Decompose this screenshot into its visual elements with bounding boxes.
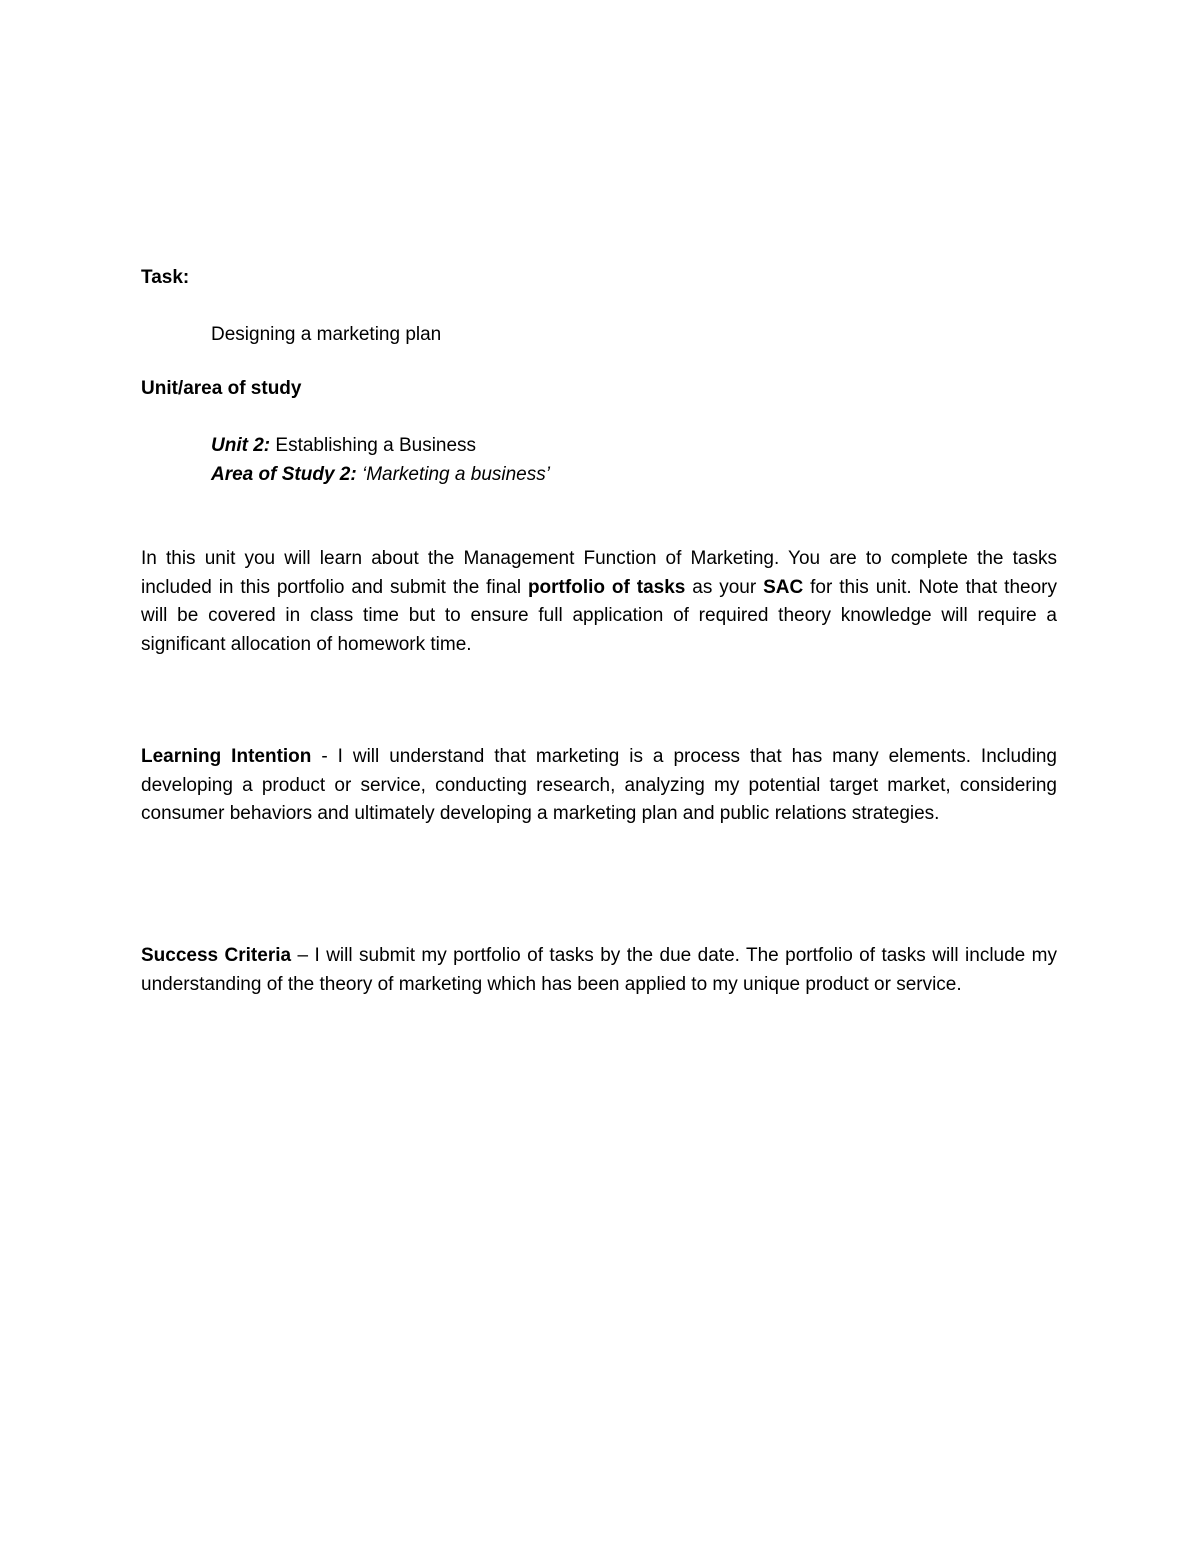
unit-label: Unit 2:: [211, 435, 271, 456]
unit-area-heading: Unit/area of study: [141, 378, 302, 399]
success-criteria-paragraph: [141, 942, 1057, 999]
learning-intention-paragraph: [141, 743, 1057, 829]
intro-text-2: as your: [685, 576, 764, 598]
intro-text-3: for this unit. Note that theory will be covered in class time but to ensure full application of required theory knowledge will require a significant allocation of homework time.: [141, 576, 1057, 655]
intro-text-1: In this unit you will learn about the Management Function of Marketing. You are to complete the tasks included in this portfolio and submit the final: [141, 548, 1057, 598]
area-line: [211, 460, 550, 489]
success-criteria-label: Success Criteria: [141, 945, 292, 966]
task-heading: Task:: [141, 267, 190, 288]
intro-bold-sac: SAC: [763, 576, 804, 598]
area-label: Area of Study 2:: [211, 464, 357, 485]
success-criteria-text: – I will submit my portfolio of tasks by the due date. The portfolio of tasks will include my understanding of the theory of marketing which has been applied to my unique product or service.: [141, 945, 1057, 995]
unit-value: Establishing a Business: [275, 435, 477, 456]
learning-intention-label: Learning Intention: [141, 746, 312, 767]
unit-line: [211, 431, 476, 460]
intro-paragraph: [141, 545, 1057, 659]
learning-intention-text: - I will understand that marketing is a process that has many elements. Including developing a product or service, conducting research, analyzing my potential target market, considering consumer behaviors and ultimately developing a marketing plan and public relations strategies.: [141, 746, 1057, 825]
task-value: Designing a marketing plan: [211, 324, 442, 345]
area-value: ‘Marketing a business’: [361, 464, 550, 485]
intro-bold-portfolio: portfolio of tasks: [527, 576, 686, 598]
